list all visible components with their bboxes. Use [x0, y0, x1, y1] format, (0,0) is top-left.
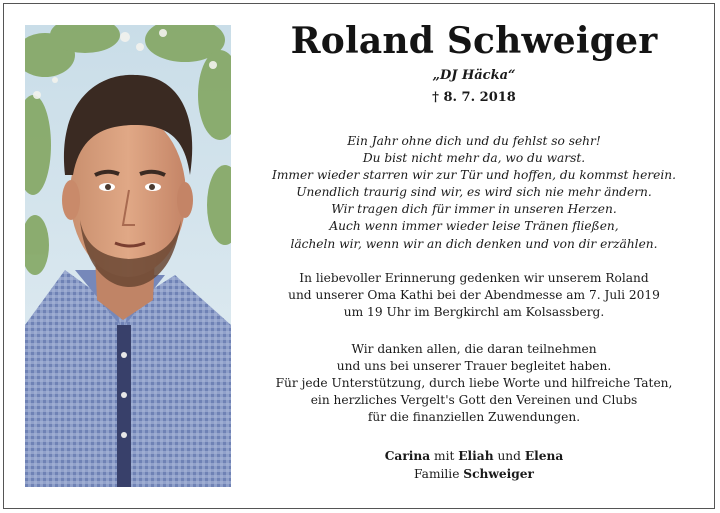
portrait-photo	[25, 25, 231, 487]
poem-line: Wir tragen dich für immer in unseren Herzen.	[331, 202, 617, 217]
signature-names	[250, 448, 698, 465]
signature-connector: mit	[434, 449, 455, 464]
signer-name: Eliah	[458, 449, 494, 464]
thanks-paragraph	[250, 341, 698, 426]
poem-line: lächeln wir, wenn wir an dich denken und von dir erzählen.	[290, 236, 658, 251]
signature-family	[250, 466, 698, 483]
message-line: um 19 Uhr im Bergkirchl am Kolsassberg.	[343, 304, 605, 319]
death-date: † 8. 7. 2018	[432, 90, 516, 105]
family-name: Schweiger	[463, 466, 534, 481]
poem-line: Du bist nicht mehr da, wo du warst.	[362, 151, 586, 166]
notice-text	[250, 15, 698, 483]
signature	[250, 448, 698, 482]
thanks-line: Wir danken allen, die daran teilnehmen	[351, 341, 597, 356]
signature-connector: und	[497, 449, 521, 464]
deceased-name: Roland Schweiger	[290, 20, 658, 62]
message-line: In liebevoller Erinnerung gedenken wir unserem Roland	[299, 270, 649, 285]
poem-line: Unendlich traurig sind wir, es wird sich nie mehr ändern.	[296, 185, 652, 200]
poem-line: Ein Jahr ohne dich und du fehlst so sehr!	[347, 134, 601, 148]
message-line: und unserer Oma Kathi bei der Abendmesse am 7. Juli 2019	[288, 287, 660, 302]
thanks-line: für die finanziellen Zuwendungen.	[367, 410, 581, 425]
poem-line: Immer wieder starren wir zur Tür und hoffen, du kommst herein.	[272, 168, 676, 183]
memorial-poem	[250, 133, 698, 253]
thanks-line: und uns bei unserer Trauer begleitet haben.	[336, 359, 612, 374]
thanks-line: Für jede Unterstützung, durch liebe Worte und hilfreiche Taten,	[275, 376, 673, 391]
poem-line: Auch wenn immer wieder leise Tränen fließen,	[329, 219, 619, 234]
signer-name: Carina	[384, 449, 431, 464]
memorial-mass-announcement	[250, 270, 698, 321]
thanks-line: ein herzliches Vergelt's Gott den Vereinen und Clubs	[310, 393, 638, 408]
family-word: Familie	[414, 466, 460, 481]
signer-name: Elena	[524, 449, 564, 464]
nickname: „DJ Häcka“	[432, 68, 516, 83]
